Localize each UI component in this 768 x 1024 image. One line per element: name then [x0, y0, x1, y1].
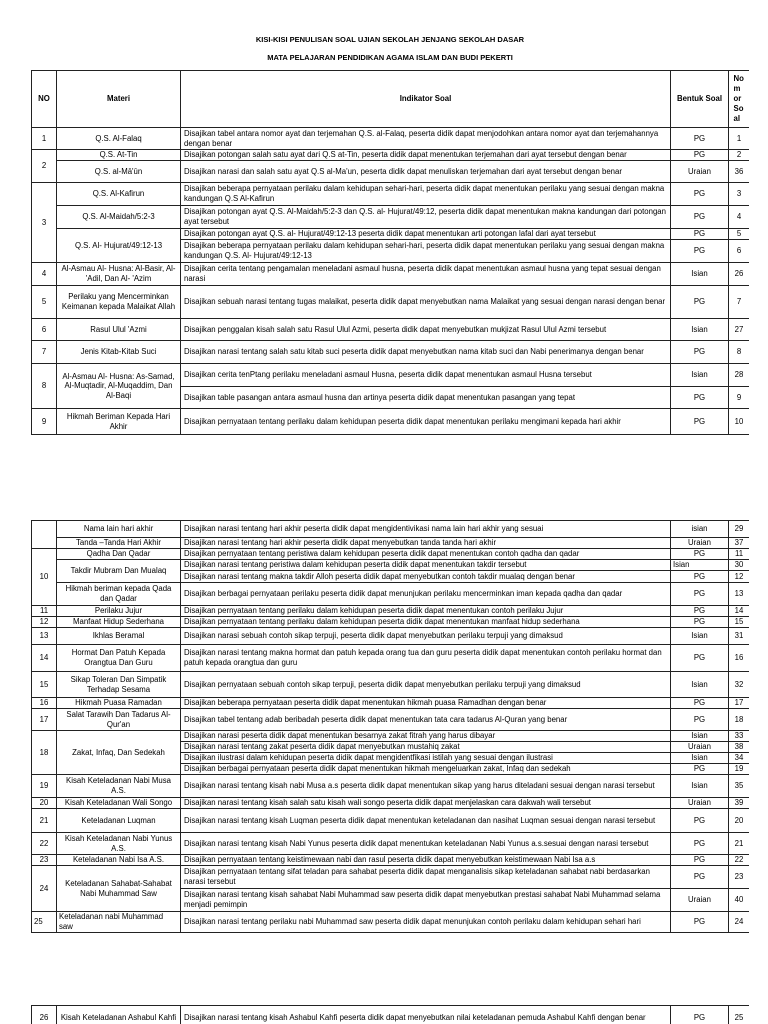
cell-nomor-soal: 19 [729, 764, 750, 775]
cell-bentuk-soal: isian [671, 521, 729, 538]
cell-no: 4 [32, 263, 57, 286]
table-section [31, 70, 749, 435]
cell-nomor-soal: 16 [729, 645, 750, 672]
cell-nomor-soal: 29 [729, 521, 750, 538]
cell-indikator: Disajikan beberapa pernyataan perilaku dalam kehidupan sehari-hari, peserta didik dapat menentukan perilaku yang sesuai dengan makna kandungan Q.S. Al- Hujurat/49:12-13 [181, 240, 671, 263]
table-row [32, 549, 750, 560]
cell-bentuk-soal: PG [671, 286, 729, 319]
cell-bentuk-soal: PG [671, 571, 729, 583]
cell-no: 11 [32, 606, 57, 617]
table-row [32, 912, 750, 933]
cell-materi: Qadha Dan Qadar [57, 549, 181, 560]
cell-nomor-soal: 34 [729, 753, 750, 764]
cell-bentuk-soal: PG [671, 206, 729, 229]
document-title: KISI-KISI PENULISAN SOAL UJIAN SEKOLAH JENJANG SEKOLAH DASAR [255, 35, 525, 44]
cell-materi: Tanda –Tanda Hari Akhir [57, 538, 181, 549]
cell-nomor-soal: 24 [729, 912, 750, 933]
header-no: NO [32, 71, 57, 128]
cell-bentuk-soal: PG [671, 240, 729, 263]
cell-indikator: Disajikan narasi sebuah contoh sikap terpuji, peserta didik dapat menyebutkan perilaku terpuji yang dimaksud [181, 628, 671, 645]
cell-materi: Q.S. Al- Hujurat/49:12-13 [57, 229, 181, 263]
cell-no: 1 [32, 128, 57, 150]
table-row [32, 560, 750, 571]
cell-indikator: Disajikan potongan ayat Q.S. Al-Maidah/5:2-3 dan Q.S. al- Hujurat/49:12, peserta didik dapat menentukan makna kandungan dari potongan ayat tersebut [181, 206, 671, 229]
cell-no: 13 [32, 628, 57, 645]
cell-no: 12 [32, 617, 57, 628]
cell-nomor-soal: 22 [729, 855, 750, 866]
cell-materi: Keteladanan Nabi Isa A.S. [57, 855, 181, 866]
cell-bentuk-soal: PG [671, 150, 729, 161]
cell-bentuk-soal: PG [671, 583, 729, 606]
cell-materi: Rasul Ulul 'Azmi [57, 319, 181, 341]
cell-nomor-soal: 17 [729, 698, 750, 709]
cell-indikator: Disajikan narasi tentang hari akhir peserta didik dapat menyebutkan tanda tanda hari akhir [181, 538, 671, 549]
cell-bentuk-soal: PG [671, 128, 729, 150]
cell-indikator: Disajikan pernyataan tentang perilaku dalam kehidupan peserta didik dapat menentukan perilaku mengimani kepada hari akhir [181, 409, 671, 435]
table-row [32, 866, 750, 889]
cell-indikator: Disajikan potongan salah satu ayat dari Q.S at-Tin, peserta didik dapat menentukan terjemahan dari ayat tersebut dengan benar [181, 150, 671, 161]
table-row [32, 672, 750, 698]
cell-materi: Perilaku Jujur [57, 606, 181, 617]
cell-no: 25 [32, 912, 57, 933]
header-materi: Materi [57, 71, 181, 128]
cell-no: 26 [32, 1006, 57, 1024]
table-row [32, 855, 750, 866]
cell-materi: Hikmah beriman kepada Qada dan Qadar [57, 583, 181, 606]
cell-no: 22 [32, 833, 57, 855]
cell-indikator: Disajikan narasi tentang kisah Ashabul Kahfi peserta didik dapat menyebutkan nilai keteladanan pemuda Ashabul Kahfi dengan benar [181, 1006, 671, 1024]
table-section [31, 1005, 749, 1024]
cell-bentuk-soal: PG [671, 341, 729, 364]
cell-bentuk-soal: PG [671, 1006, 729, 1024]
cell-no: 20 [32, 798, 57, 809]
table-row [32, 150, 750, 161]
cell-bentuk-soal: PG [671, 183, 729, 206]
cell-bentuk-soal: PG [671, 855, 729, 866]
cell-nomor-soal: 40 [729, 889, 750, 912]
cell-materi: Perilaku yang Mencerminkan Keimanan kepada Malaikat Allah [57, 286, 181, 319]
kisi-table-3 [31, 1005, 749, 1024]
cell-bentuk-soal: Uraian [671, 889, 729, 912]
cell-indikator: Disajikan pernyataan tentang perilaku dalam kehidupan peserta didik dapat menentukan contoh perilaku Jujur [181, 606, 671, 617]
cell-no: 8 [32, 364, 57, 409]
cell-no: 2 [32, 150, 57, 183]
cell-nomor-soal: 14 [729, 606, 750, 617]
table-row [32, 364, 750, 387]
cell-indikator: Disajikan narasi tentang kisah Luqman peserta didik dapat menentukan keteladanan dan nasihat Luqman sesuai dengan narasi tersebut [181, 809, 671, 833]
cell-no: 18 [32, 731, 57, 775]
table-body [32, 71, 750, 435]
cell-nomor-soal: 23 [729, 866, 750, 889]
table-row [32, 617, 750, 628]
cell-no: 10 [32, 549, 57, 606]
cell-indikator: Disajikan cerita tentang pengamalan meneladani asmaul husna, peserta didik dapat menentukan asmaul husna yang tepat sesuai dengan narasi [181, 263, 671, 286]
cell-nomor-soal: 35 [729, 775, 750, 798]
cell-nomor-soal: 33 [729, 731, 750, 742]
table-body [32, 521, 750, 933]
cell-nomor-soal: 6 [729, 240, 750, 263]
cell-nomor-soal: 8 [729, 341, 750, 364]
cell-no: 21 [32, 809, 57, 833]
table-row [32, 263, 750, 286]
cell-no: 6 [32, 319, 57, 341]
cell-materi: Q.S. Al-Kafirun [57, 183, 181, 206]
header-indikator: Indikator Soal [181, 71, 671, 128]
cell-indikator: Disajikan potongan ayat Q.S. al- Hujurat/49:12-13 peserta didik dapat menentukan arti potongan lafal dari ayat tersebut [181, 229, 671, 240]
kisi-table-2 [31, 520, 749, 933]
cell-bentuk-soal: Isian [671, 628, 729, 645]
cell-indikator: Disajikan pernyataan tentang peristiwa dalam kehidupan peserta didik dapat menentukan contoh qadha dan qadar [181, 549, 671, 560]
table-row [32, 798, 750, 809]
cell-materi: Keteladanan nabi Muhammad saw [57, 912, 181, 933]
cell-bentuk-soal: PG [671, 229, 729, 240]
cell-nomor-soal: 26 [729, 263, 750, 286]
cell-materi: Keteladanan Sahabat-Sahabat Nabi Muhammad Saw [57, 866, 181, 912]
cell-bentuk-soal: Isian [671, 672, 729, 698]
cell-bentuk-soal: Uraian [671, 742, 729, 753]
table-row [32, 628, 750, 645]
cell-materi: Keteladanan Luqman [57, 809, 181, 833]
table-row [32, 229, 750, 240]
cell-indikator: Disajikan narasi tentang salah satu kitab suci peserta didik dapat menyebutkan nama kitab suci dan Nabi penerimanya dengan benar [181, 341, 671, 364]
table-row [32, 709, 750, 731]
cell-bentuk-soal: Isian [671, 775, 729, 798]
table-section [31, 520, 749, 933]
cell-bentuk-soal: Isian [671, 753, 729, 764]
cell-no: 16 [32, 698, 57, 709]
cell-nomor-soal: 37 [729, 538, 750, 549]
cell-indikator: Disajikan narasi peserta didik dapat menentukan besarnya zakat fitrah yang harus dibayar [181, 731, 671, 742]
cell-materi: Kisah Keteladanan Nabi Musa A.S. [57, 775, 181, 798]
cell-no: 9 [32, 409, 57, 435]
table-row [32, 1006, 750, 1024]
cell-no: 24 [32, 866, 57, 912]
cell-bentuk-soal: Isian [671, 263, 729, 286]
table-row [32, 319, 750, 341]
cell-indikator: Disajikan narasi dan salah satu ayat Q.S al-Ma'un, peserta didik dapat menuliskan terjemahan dari ayat tersebut dengan benar [181, 161, 671, 183]
table-row [32, 286, 750, 319]
cell-nomor-soal: 12 [729, 571, 750, 583]
table-row [32, 521, 750, 538]
table-row [32, 538, 750, 549]
table-row [32, 833, 750, 855]
header-nomor-soal-label: Nomor Soal [733, 74, 744, 123]
cell-nomor-soal: 5 [729, 229, 750, 240]
cell-bentuk-soal: PG [671, 912, 729, 933]
table-row [32, 183, 750, 206]
cell-indikator: Disajikan berbagai pernyataan perilaku peserta didik dapat menunjukan perilaku mencerminkan iman kepada qadha dan qadar [181, 583, 671, 606]
cell-bentuk-soal: Uraian [671, 538, 729, 549]
cell-bentuk-soal: PG [671, 387, 729, 409]
cell-bentuk-soal: Uraian [671, 161, 729, 183]
cell-indikator: Disajikan narasi tentang hari akhir peserta didik dapat mengidentivikasi nama lain hari akhir yang sesuai [181, 521, 671, 538]
cell-bentuk-soal: Isian [671, 560, 729, 571]
cell-materi: Q.S. At-Tin [57, 150, 181, 161]
cell-indikator: Disajikan pernyataan tentang keistimewaan nabi dan rasul peserta didik dapat menyebutkan keistimewaan Nabi Isa a.s [181, 855, 671, 866]
cell-indikator: Disajikan berbagai pernyataan peserta didik dapat menentukan hikmah mengeluarkan zakat, Infaq dan sedekah [181, 764, 671, 775]
document-subtitle: MATA PELAJARAN PENDIDIKAN AGAMA ISLAM DAN BUDI PEKERTI [267, 53, 513, 62]
cell-bentuk-soal: PG [671, 606, 729, 617]
cell-nomor-soal: 39 [729, 798, 750, 809]
table-row [32, 606, 750, 617]
cell-bentuk-soal: PG [671, 645, 729, 672]
cell-materi: Nama lain hari akhir [57, 521, 181, 538]
cell-materi: Manfaat Hidup Sederhana [57, 617, 181, 628]
cell-indikator: Disajikan penggalan kisah salah satu Rasul Ulul Azmi, peserta didik dapat menyebutkan mukjizat Rasul Ulul Azmi tersebut [181, 319, 671, 341]
cell-no: 5 [32, 286, 57, 319]
cell-bentuk-soal: Isian [671, 319, 729, 341]
cell-materi: Hormat Dan Patuh Kepada Orangtua Dan Guru [57, 645, 181, 672]
cell-materi: Salat Tarawih Dan Tadarus Al-Qur'an [57, 709, 181, 731]
header-nomor-soal [729, 71, 750, 128]
cell-nomor-soal: 18 [729, 709, 750, 731]
cell-bentuk-soal: PG [671, 809, 729, 833]
cell-nomor-soal: 1 [729, 128, 750, 150]
cell-indikator: Disajikan pernyataan tentang sifat teladan para sahabat peserta didik dapat menganalisis sikap keteladanan sahabat nabi berdasarkan narasi tersebut [181, 866, 671, 889]
cell-nomor-soal: 13 [729, 583, 750, 606]
table-row [32, 409, 750, 435]
cell-indikator: Disajikan narasi tentang zakat peserta didik dapat menyebutkan mustahiq zakat [181, 742, 671, 753]
cell-indikator: Disajikan beberapa pernyataan perilaku dalam kehidupan sehari-hari, peserta didik dapat menentukan perilaku yang sesuai dengan makna kandungan Q.S Al-Kafirun [181, 183, 671, 206]
cell-indikator: Disajikan ilustrasi dalam kehidupan peserta didik dapat mengidentfikasi istilah yang sesuai dengan ilustrasi [181, 753, 671, 764]
cell-nomor-soal: 3 [729, 183, 750, 206]
cell-materi: Kisah Keteladanan Nabi Yunus A.S. [57, 833, 181, 855]
cell-nomor-soal: 9 [729, 387, 750, 409]
table-body [32, 1006, 750, 1024]
cell-nomor-soal: 30 [729, 560, 750, 571]
cell-indikator: Disajikan narasi tentang kisah sahabat Nabi Muhammad saw peserta didik dapat menyebutkan prestasi sahabat Nabi Muhammad selama menjadi pemimpin [181, 889, 671, 912]
cell-materi: Q.S. Al-Maidah/5:2-3 [57, 206, 181, 229]
cell-materi: Ikhlas Beramal [57, 628, 181, 645]
cell-materi: Al-Asmau Al- Husna: Al-Basir, Al-'Adil, Dan Al- 'Azim [57, 263, 181, 286]
cell-nomor-soal: 25 [729, 1006, 750, 1024]
cell-bentuk-soal: Isian [671, 731, 729, 742]
table-row [32, 731, 750, 742]
cell-materi: Al-Asmau Al- Husna: As-Samad, Al-Muqtadir, Al-Muqaddim, Dan Al-Baqi [57, 364, 181, 409]
cell-indikator: Disajikan table pasangan antara asmaul husna dan artinya peserta didik dapat menentukan pasangan yang tepat [181, 387, 671, 409]
cell-nomor-soal: 4 [729, 206, 750, 229]
table-row [32, 341, 750, 364]
cell-bentuk-soal: Uraian [671, 798, 729, 809]
cell-nomor-soal: 28 [729, 364, 750, 387]
cell-materi: Zakat, Infaq, Dan Sedekah [57, 731, 181, 775]
cell-indikator: Disajikan tabel antara nomor ayat dan terjemahan Q.S. al-Falaq, peserta didik dapat menjodohkan antara nomor ayat dan terjemahannya dengan benar [181, 128, 671, 150]
cell-nomor-soal: 20 [729, 809, 750, 833]
table-row [32, 128, 750, 150]
cell-nomor-soal: 11 [729, 549, 750, 560]
cell-bentuk-soal: PG [671, 764, 729, 775]
cell-bentuk-soal: PG [671, 409, 729, 435]
cell-indikator: Disajikan narasi tentang kisah salah satu kisah wali songo peserta didik dapat menjelaskan cara dakwah wali tersebut [181, 798, 671, 809]
cell-no: 14 [32, 645, 57, 672]
cell-materi: Hikmah Puasa Ramadan [57, 698, 181, 709]
cell-indikator: Disajikan narasi tentang kisah nabi Musa a.s peserta didik dapat menentukan sikap yang harus diteladani sesuai dengan narasi tersebut [181, 775, 671, 798]
cell-materi: Kisah Keteladanan Ashabul Kahfi [57, 1006, 181, 1024]
table-row [32, 206, 750, 229]
cell-materi: Hikmah Beriman Kepada Hari Akhir [57, 409, 181, 435]
cell-indikator: Disajikan narasi tentang kisah Nabi Yunus peserta didik dapat menentukan keteladanan Nabi Yunus a.s.sesuai dengan narasi tersebut [181, 833, 671, 855]
cell-bentuk-soal: PG [671, 617, 729, 628]
cell-materi: Takdir Mubram Dan Mualaq [57, 560, 181, 583]
cell-bentuk-soal: PG [671, 866, 729, 889]
cell-no: 15 [32, 672, 57, 698]
header-bentuk-soal: Bentuk Soal [671, 71, 729, 128]
table-row [32, 645, 750, 672]
cell-bentuk-soal: PG [671, 698, 729, 709]
cell-nomor-soal: 15 [729, 617, 750, 628]
cell-indikator: Disajikan beberapa pernyataan peserta didik dapat menentukan hikmah puasa Ramadhan dengan benar [181, 698, 671, 709]
cell-nomor-soal: 32 [729, 672, 750, 698]
cell-nomor-soal: 27 [729, 319, 750, 341]
cell-no [32, 521, 57, 549]
cell-no: 3 [32, 183, 57, 263]
cell-nomor-soal: 7 [729, 286, 750, 319]
cell-nomor-soal: 2 [729, 150, 750, 161]
table-row [32, 583, 750, 606]
table-row [32, 698, 750, 709]
cell-bentuk-soal: PG [671, 709, 729, 731]
cell-nomor-soal: 38 [729, 742, 750, 753]
cell-indikator: Disajikan pernyataan tentang perilaku dalam kehidupan peserta didik dapat menentukan manfaat hidup sederhana [181, 617, 671, 628]
cell-indikator: Disajikan sebuah narasi tentang tugas malaikat, peserta didik dapat menyebutkan nama Malaikat yang sesuai dengan narasi dengan benar [181, 286, 671, 319]
cell-materi: Q.S. al-Mā'ūn [57, 161, 181, 183]
cell-indikator: Disajikan narasi tentang peristiwa dalam kehidupan peserta didik dapat menentukan takdir tersebut [181, 560, 671, 571]
cell-indikator: Disajikan narasi tentang makna takdir Alloh peserta didik dapat menyebutkan contoh takdir mualaq dengan benar [181, 571, 671, 583]
cell-no: 17 [32, 709, 57, 731]
cell-materi: Kisah Keteladanan Wali Songo [57, 798, 181, 809]
table-row [32, 809, 750, 833]
cell-nomor-soal: 10 [729, 409, 750, 435]
cell-no: 7 [32, 341, 57, 364]
cell-nomor-soal: 31 [729, 628, 750, 645]
cell-bentuk-soal: PG [671, 549, 729, 560]
cell-materi: Sikap Toleran Dan Simpatik Terhadap Sesama [57, 672, 181, 698]
cell-materi: Jenis Kitab-Kitab Suci [57, 341, 181, 364]
cell-no: 19 [32, 775, 57, 798]
cell-indikator: Disajikan narasi tentang makna hormat dan patuh kepada orang tua dan guru peserta didik dapat menentukan contoh perilaku hormat dan patuh kepada orangtua dan guru [181, 645, 671, 672]
cell-indikator: Disajikan cerita tenPtang perilaku meneladani asmaul Husna, peserta didik dapat menentukan asmaul Husna tersebut [181, 364, 671, 387]
cell-nomor-soal: 36 [729, 161, 750, 183]
cell-indikator: Disajikan narasi tentang perilaku nabi Muhammad saw peserta didik dapat menunjukan contoh perilaku dalam kehidupan sehari hari [181, 912, 671, 933]
kisi-table-1 [31, 70, 749, 435]
cell-bentuk-soal: PG [671, 833, 729, 855]
cell-nomor-soal: 21 [729, 833, 750, 855]
cell-no: 23 [32, 855, 57, 866]
cell-indikator: Disajikan pernyataan sebuah contoh sikap terpuji, peserta didik dapat menyebutkan perilaku terpuji yang dimaksud [181, 672, 671, 698]
cell-indikator: Disajikan tabel tentang adab beribadah peserta didik dapat menentukan tata cara tadarus Al-Quran yang benar [181, 709, 671, 731]
cell-materi: Q.S. Al-Falaq [57, 128, 181, 150]
header-row [32, 71, 750, 128]
table-row [32, 775, 750, 798]
cell-bentuk-soal: Isian [671, 364, 729, 387]
table-row [32, 161, 750, 183]
